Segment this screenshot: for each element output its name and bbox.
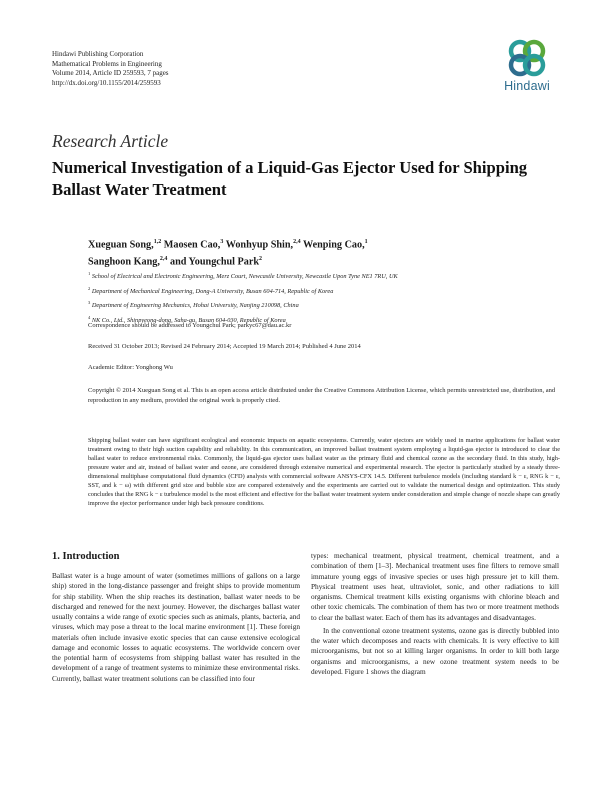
author-name: Wenping Cao, — [300, 239, 365, 251]
hindawi-logo-text: Hindawi — [504, 79, 550, 93]
affiliation-item: $^2$ Department of Mechanical Engineering, Dong-A University, Busan 604-714, Republic of Korea — [88, 285, 334, 295]
copyright-notice: Copyright © 2014 Xueguan Song et al. This is an open access article distributed under the Creative Commons Attribution License, which permits unrestricted use, distribution, and reproduction in any medium, provided the original work is properly cited. — [88, 387, 556, 404]
paper-title: Numerical Investigation of a Liquid-Gas Ejector Used for Shipping Ballast Water Treatment — [52, 158, 528, 199]
hindawi-logo — [497, 38, 557, 104]
abstract-text: Shipping ballast water can have significant ecological and economic impacts on aquatic ecosystems. Currently, water ejectors are widely used in marine applications for ballast water treatment owing to their high suction capability and reliability. In this communication, an improved ballast treatment system employing a liquid-gas ejector is introduced to clear the ballast water to reduce environmental risks. Commonly, the liquid-gas ejector uses ballast water as the primary fluid and chemical ozone as the secondary fluid. In this study, high-pressure water and air, instead of ballast water and ozone, are considered through extensive numerical and experimental research. The ejector is particularly studied by a steady three-dimensional multiphase computational fluid dynamics (CFD) analysis with commercial software ANSYS-CFX 14.5. Different turbulence models (including standard k − ε, RNG k − ε, SST, and k − ω) with different grid size and bubble size are compared extensively and the experiments are carried out to validate the numerical design and optimization. This study concludes that the RNG k − ε turbulence model is the most efficient and effective for the ballast water treatment system under consideration and simple change of nozzle shape can greatly improve the ejector performance under high back pressure conditions. — [88, 437, 560, 507]
hindawi-logo-icon — [504, 38, 550, 78]
author-name: Xueguan Song, — [88, 239, 154, 251]
academic-editor: Academic Editor: Yonghong Wu — [88, 364, 173, 371]
author-affil-sup: 1,2 — [153, 239, 162, 245]
author-affil-sup: 1 — [364, 239, 368, 245]
body-column-right — [311, 551, 559, 677]
body-paragraph: In the conventional ozone treatment systems, ozone gas is directly bubbled into the water which decomposes and reacts with chemicals. It is very effective to kill microorganisms, but not so at killing larger organisms. In order to kill both large organisms and microorganisms, a new ozone treatment system needs to be developed. Figure 1 shows the diagram — [311, 625, 559, 676]
author-line-1 — [88, 235, 558, 252]
journal-name: Mathematical Problems in Engineering — [52, 59, 162, 68]
publisher-name: Hindawi Publishing Corporation — [52, 50, 144, 58]
author-affil-sup: 2,4 — [293, 239, 301, 245]
author-list — [88, 235, 558, 270]
doi-link[interactable]: http://dx.doi.org/10.1155/2014/259593 — [52, 78, 161, 87]
author-affil-sup: 3 — [220, 239, 224, 245]
affiliation-item: $^1$ School of Electrical and Electronic Engineering, Merz Court, Newcastle University, Newcastle Upon Tyne NE1 7RU, UK — [88, 271, 398, 281]
author-name: Maosen Cao, — [161, 239, 221, 251]
author-name: Wonhyup Shin, — [223, 239, 294, 251]
article-type: Research Article — [52, 131, 169, 151]
affiliation-item: $^3$ Department of Engineering Mechanics, Hohai University, Nanjing 210098, China — [88, 300, 299, 310]
correspondence-note: Correspondence should be addressed to Youngchul Park; parkyc67@dau.ac.kr — [88, 322, 292, 329]
affiliation-item: $^4$ NK Co., Ltd., Shinpyeong-dong, Saha-gu, Busan 604-030, Republic of Korea — [88, 314, 286, 324]
affiliation-list — [88, 268, 558, 326]
publication-info — [52, 50, 169, 88]
body-paragraph: types: mechanical treatment, physical treatment, chemical treatment, and a combination of them [1–3]. Mechanical treatment uses fine filters to remove small immature young eggs of invasive species or uses high pressure jet to kill them. Physical treatment uses heat, ultraviolet, sonic, and other radiations to kill organisms. Chemical treatment kills existing organisms with chlorine bleach and other toxic chemicals. The combination of them has two or more treatment methods to clear the ballast water. Each of them has its advantages and disadvantages. — [311, 551, 559, 622]
volume-info: Volume 2014, Article ID 259593, 7 pages — [52, 69, 169, 77]
author-affil-sup: 2 — [259, 256, 263, 263]
section-heading-introduction: 1. Introduction — [52, 551, 120, 562]
body-paragraph: Ballast water is a huge amount of water (sometimes millions of gallons on a large ship) stored in the long-distance passenger and freight ships to provide momentum for ship stability. When the ship reaches its destination, ballast water needs to be discharged and renewed for the next journey. However, the discharges ballast water usually contains a wide range of exotic species such as animals, plants, bacteria, and viruses, which may pose a threat to the local marine environment [1]. These foreign materials often include invasive exotic species that can cause extensive ecological damage and economic losses to aquatic ecosystems. The worldwide concern over the potential harm of ecosystems from shipping ballast water has resulted in the development of a range of treatment systems to minimize these environmental risks. Currently, ballast water treatment solutions can be classified into four — [52, 571, 300, 683]
author-name: and Youngchul Park — [167, 256, 260, 268]
author-name: Sanghoon Kang, — [88, 256, 160, 268]
author-affil-sup: 2,4 — [159, 256, 168, 263]
article-dates: Received 31 October 2013; Revised 24 February 2014; Accepted 19 March 2014; Published 4 June 2014 — [88, 343, 361, 350]
body-column-left — [52, 571, 300, 684]
